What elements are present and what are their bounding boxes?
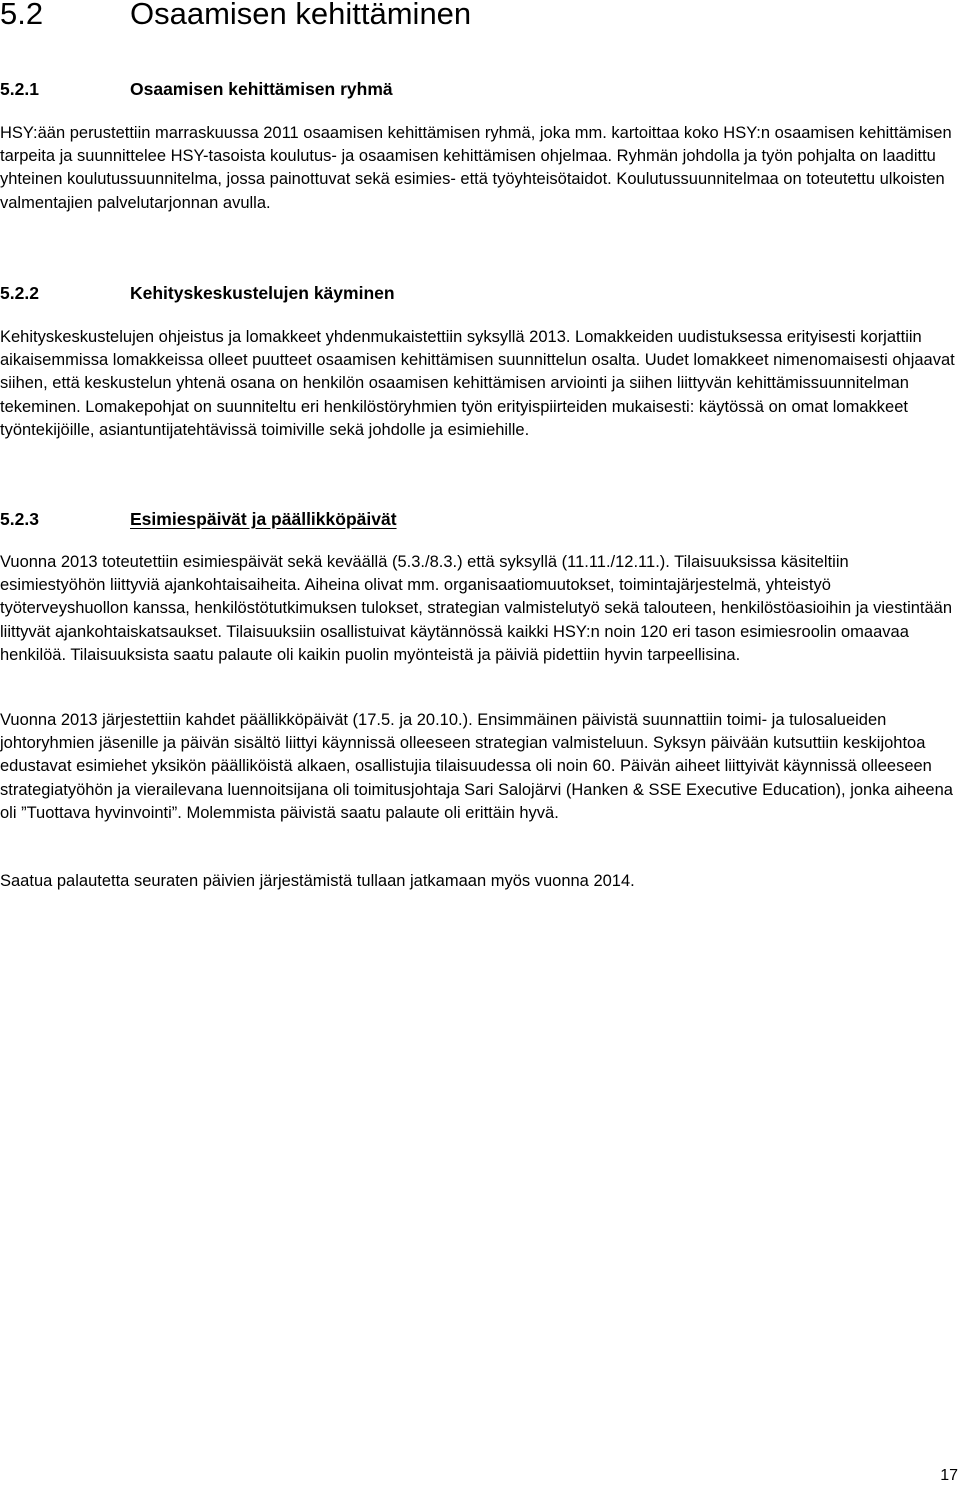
section-number: 5.2 [0, 0, 44, 31]
subsection-number: 5.2.3 [0, 509, 39, 529]
paragraph: Vuonna 2013 järjestettiin kahdet päällikköpäivät (17.5. ja 20.10.). Ensimmäinen päivistä suunnattiin toimi- ja tulosalueiden johtoryhmien jäsenille ja päivän sisältö liittyi käynnissä olleeseen strategian valmisteluun. Syksyn päivään kutsuttiin keskijohtoa edustavat esimiehet yksikön päälliköistä alkaen, osallistujia tilaisuudessa oli noin 60. Päivän aiheet liittyivät käynnissä olleeseen strategiatyöhön ja vierailevana luennoitsijana oli toimitusjohtaja Sari Salojärvi (Hanken & SSE Executive Education), jonka aiheena oli ”Tuottava hyvinvointi”. Molemmista päivistä saatu palaute oli erittäin hyvä. [0, 711, 953, 822]
paragraph: HSY:ään perustettiin marraskuussa 2011 osaamisen kehittämisen ryhmä, joka mm. kartoittaa koko HSY:n osaamisen kehittämisen tarpeita ja suunnittelee HSY-tasoista koulutus- ja osaamisen kehittämisen ohjelmaa. Ryhmän johdolla ja työn pohjalta on laadittu yhteinen koulutussuunnitelma, jossa painottuvat sekä esimies- että työyhteisötaidot. Koulutussuunnitelmaa on toteutettu ulkoisten valmentajien palvelutarjonnan avulla. [0, 124, 952, 212]
subsection-title: Esimiespäivät ja päällikköpäivät [130, 509, 397, 529]
paragraph: Kehityskeskustelujen ohjeistus ja lomakkeet yhdenmukaistettiin syksyllä 2013. Lomakkeiden uudistuksessa erityisesti korjattiin aikaisemmissa lomakkeissa olleet puutteet osaamisen kehittämisen suunnittelun osalta. Uudet lomakkeet nimenomaisesti ohjaavat siihen, että keskustelun yhtenä osana on henkilön osaamisen kehittämisen arviointi ja siihen liittyvän kehittämissuunnitelman tekeminen. Lomakepohjat on suunniteltu eri henkilöstöryhmien työn erityispiirteiden mukaisesti: käytössä on omat lomakkeet työntekijöille, asiantuntijatehtävissä toimiville sekä johdolle ja esimiehille. [0, 328, 955, 439]
subsection-number: 5.2.2 [0, 283, 39, 303]
subsection-title: Osaamisen kehittämisen ryhmä [130, 79, 393, 99]
paragraph: Vuonna 2013 toteutettiin esimiespäivät sekä keväällä (5.3./8.3.) että syksyllä (11.11./12.11.). Tilaisuuksissa käsiteltiin esimiestyöhön liittyviä ajankohtaisaiheita. Aiheina olivat mm. organisaatiomuutokset, toimintajärjestelmä, yhteistyö työterveyshuollon kanssa, henkilöstötutkimuksen tulokset, strategian valmistelutyö sekä talouteen, henkilöstöasioihin ja viestintään liittyvät ajankohtaiskatsaukset. Tilaisuuksiin osallistuivat käytännössä kaikki HSY:n noin 120 eri tason esimiesroolin omaavaa henkilöä. Tilaisuuksista saatu palaute oli kaikin puolin myönteistä ja päiviä pidettiin hyvin tarpeellisina. [0, 553, 953, 664]
paragraph: Saatua palautetta seuraten päivien järjestämistä tullaan jatkamaan myös vuonna 2014. [0, 872, 635, 890]
subsection-title: Kehityskeskustelujen käyminen [130, 283, 395, 303]
subsection-number: 5.2.1 [0, 79, 39, 99]
section-title: Osaamisen kehittäminen [130, 0, 472, 31]
page-number: 17 [940, 1467, 958, 1484]
